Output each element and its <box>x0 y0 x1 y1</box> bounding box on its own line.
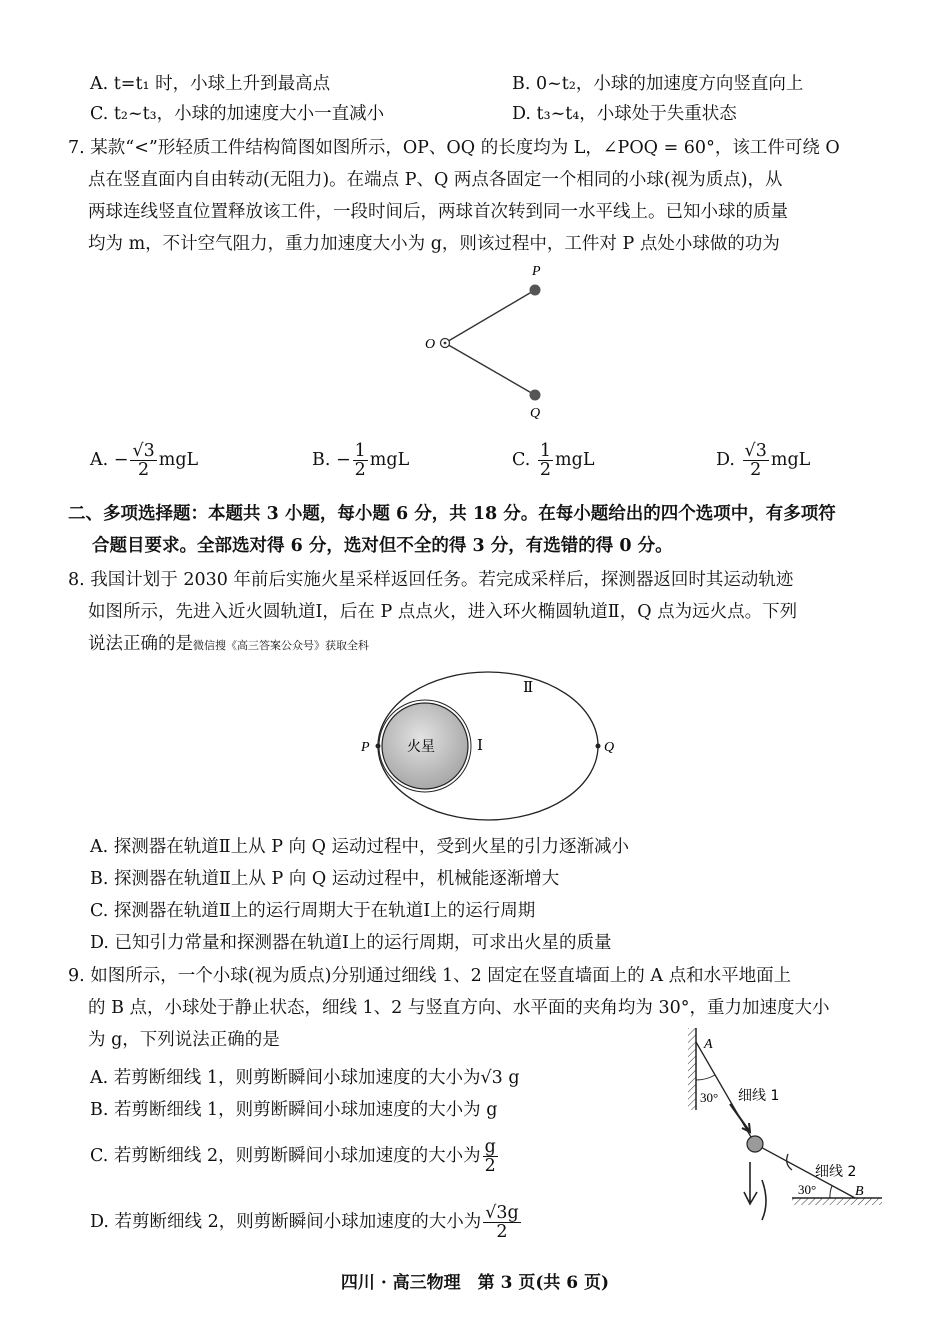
q7-option-a-den: 2 <box>138 460 150 480</box>
angle-arc-2 <box>830 1186 832 1198</box>
ball-q <box>530 390 541 401</box>
label-q: Q <box>604 740 615 755</box>
q8-stem-line-1: 8. 我国计划于 2030 年前后实施火星采样返回任务。若完成采样后，探测器返回时其运动轨迹 <box>68 570 794 590</box>
label-rope-1: 细线 1 <box>738 1088 780 1104</box>
q8-watermark: 微信搜《高三答案公众号》获取全科 <box>193 639 369 652</box>
q7-option-b-suffix: mgL <box>369 450 410 470</box>
label-angle-2: 30° <box>798 1182 817 1197</box>
q8-option-b: B. 探测器在轨道Ⅱ上从 P 向 Q 运动过程中，机械能逐渐增大 <box>90 869 560 889</box>
q7-option-c-suffix: mgL <box>555 450 595 470</box>
q7-option-d-fraction <box>743 442 769 479</box>
handwritten-arrow <box>730 1104 750 1132</box>
q8-stem-line-3 <box>88 632 369 658</box>
q9-option-c-num: g <box>484 1137 496 1157</box>
q7-stem-line-2: 点在竖直面内自由转动(无阻力)。在端点 P、Q 两点各固定一个相同的小球(视为质点)，从 <box>88 170 783 190</box>
q9-option-c <box>90 1138 500 1175</box>
q7-option-d-num: √3 <box>744 441 767 461</box>
q9-option-a <box>90 1066 520 1090</box>
q7-option-b-prefix: B. − <box>312 450 351 470</box>
rod-op <box>445 290 535 343</box>
label-angle-1: 30° <box>700 1090 719 1105</box>
q6-option-c: C. t₂~t₃，小球的加速度大小一直减小 <box>90 104 385 124</box>
point-q <box>596 744 601 749</box>
pivot-o-dot <box>444 342 447 345</box>
q9-option-c-den: 2 <box>484 1156 496 1176</box>
q9-stem-line-3: 为 g，下列说法正确的是 <box>88 1030 280 1050</box>
label-o: O <box>425 337 436 352</box>
q7-option-a-prefix: A. − <box>90 450 129 470</box>
q7-option-d-den: 2 <box>750 460 762 480</box>
label-b: B <box>855 1184 864 1199</box>
q8-stem-line-2: 如图所示，先进入近火圆轨道Ⅰ，后在 P 点点火，进入环火椭圆轨道Ⅱ，Q 点为远火点。下列 <box>88 602 798 622</box>
q8-stem-line-3-text: 说法正确的是 <box>88 634 193 654</box>
point-p <box>376 744 381 749</box>
q8-option-a: A. 探测器在轨道Ⅱ上从 P 向 Q 运动过程中，受到火星的引力逐渐减小 <box>90 837 630 857</box>
q7-option-c <box>512 442 594 479</box>
ground-hatching <box>792 1198 882 1205</box>
section2-heading-line-2: 合题目要求。全部选对得 6 分，选对但不全的得 3 分，有选错的得 0 分。 <box>92 536 673 556</box>
q6-option-b: B. 0~t₂，小球的加速度方向竖直向上 <box>512 74 804 94</box>
q9-option-d <box>90 1204 523 1241</box>
q9-option-c-text: C. 若剪断细线 2，则剪断瞬间小球加速度的大小为 <box>90 1146 481 1166</box>
q7-figure <box>415 260 565 430</box>
q9-option-a-value: √3 g <box>480 1068 520 1088</box>
q7-option-d-prefix: D. <box>716 450 741 470</box>
q7-option-b-fraction <box>353 442 368 479</box>
q7-option-a-num: √3 <box>132 441 155 461</box>
q6-option-a: A. t=t₁ 时，小球上升到最高点 <box>90 74 331 94</box>
q7-option-d <box>716 442 810 479</box>
q9-option-d-num: √3g <box>485 1203 519 1223</box>
q7-option-c-num: 1 <box>539 441 552 461</box>
q7-option-d-suffix: mgL <box>770 450 811 470</box>
rod-oq <box>445 343 535 395</box>
label-q: Q <box>530 406 541 421</box>
q9-option-c-fraction <box>483 1138 498 1175</box>
q7-option-c-fraction <box>538 442 553 479</box>
q9-figure <box>680 1022 890 1227</box>
q7-option-a-suffix: mgL <box>158 450 199 470</box>
q9-stem-line-2: 的 B 点，小球处于静止状态，细线 1、2 与竖直方向、水平面的夹角均为 30°，重力加速度大小 <box>88 998 830 1018</box>
q8-option-d: D. 已知引力常量和探测器在轨道Ⅰ上的运行周期，可求出火星的质量 <box>90 933 612 953</box>
section2-heading-line-1: 二、多项选择题：本题共 3 小题，每小题 6 分，共 18 分。在每小题给出的四个选项中，有多项符 <box>68 504 836 524</box>
q9-stem-line-1: 9. 如图所示，一个小球(视为质点)分别通过细线 1、2 固定在竖直墙面上的 A 点和水平地面上 <box>68 966 792 986</box>
ball-p <box>530 285 541 296</box>
q7-stem-line-4: 均为 m，不计空气阻力，重力加速度大小为 g，则该过程中，工件对 P 点处小球做的功为 <box>88 234 780 254</box>
q8-figure <box>355 668 625 828</box>
q7-stem-line-1: 7. 某款“<”形轻质工件结构简图如图所示，OP、OQ 的长度均为 L，∠POQ = 60°，该工件可绕 O <box>68 138 840 158</box>
page-footer: 四川 · 高三物理 第 3 页(共 6 页) <box>340 1273 610 1293</box>
q8-option-c: C. 探测器在轨道Ⅱ上的运行周期大于在轨道Ⅰ上的运行周期 <box>90 901 536 921</box>
handwritten-scribble <box>744 1162 766 1220</box>
label-rope-2: 细线 2 <box>815 1164 857 1180</box>
label-orbit-i: Ⅰ <box>477 736 483 754</box>
q7-option-b <box>312 442 409 479</box>
q9-option-b: B. 若剪断细线 1，则剪断瞬间小球加速度的大小为 g <box>90 1100 498 1120</box>
label-p: P <box>532 264 541 279</box>
q9-option-d-text: D. 若剪断细线 2，则剪断瞬间小球加速度的大小为 <box>90 1212 482 1232</box>
q7-option-b-den: 2 <box>354 460 366 480</box>
q7-option-c-prefix: C. <box>512 450 536 470</box>
label-a: A <box>704 1037 713 1052</box>
q6-option-d: D. t₃~t₄，小球处于失重状态 <box>512 104 737 124</box>
ball <box>747 1136 763 1152</box>
q7-stem-line-3: 两球连线竖直位置释放该工件，一段时间后，两球首次转到同一水平线上。已知小球的质量 <box>88 202 788 222</box>
q9-option-d-fraction <box>483 1204 521 1241</box>
q7-option-c-den: 2 <box>539 460 552 480</box>
q7-option-a <box>90 442 198 479</box>
label-p: P <box>361 740 370 755</box>
q7-option-a-fraction <box>130 442 156 479</box>
wall-hatching <box>688 1028 696 1110</box>
label-mars: 火星 <box>407 739 435 755</box>
q9-option-d-den: 2 <box>496 1222 508 1242</box>
q9-option-a-text: A. 若剪断细线 1，则剪断瞬间小球加速度的大小为 <box>90 1068 481 1088</box>
label-orbit-ii: Ⅱ <box>523 678 534 696</box>
q7-option-b-num: 1 <box>354 441 366 461</box>
angle-arc-1 <box>696 1075 715 1080</box>
